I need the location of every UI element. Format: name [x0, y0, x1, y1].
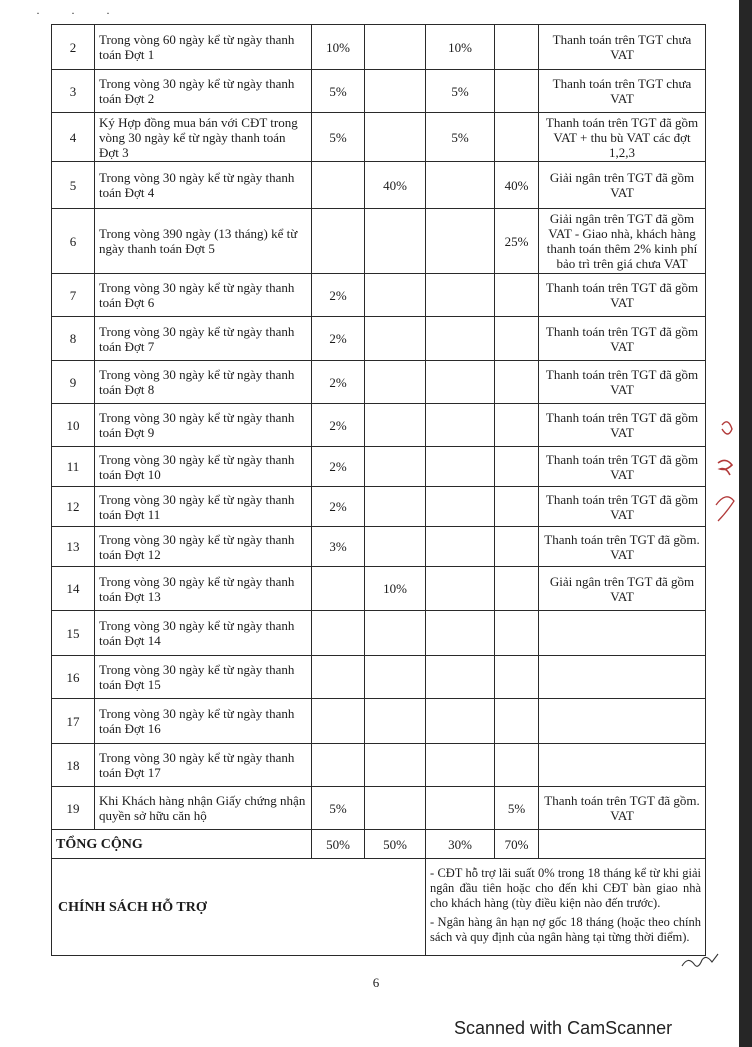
policy-text: [426, 859, 706, 956]
row-pct-4: [495, 656, 539, 699]
row-pct-1: 2%: [312, 487, 365, 527]
row-pct-2: [365, 25, 426, 70]
row-description: Trong vòng 60 ngày kể từ ngày thanh toán Đợt 1: [95, 25, 312, 70]
row-description: Trong vòng 30 ngày kể từ ngày thanh toán Đợt 7: [95, 317, 312, 361]
row-note: Thanh toán trên TGT đã gồm VAT: [539, 274, 706, 317]
total-row: [52, 830, 706, 859]
row-pct-3: [426, 274, 495, 317]
row-number: 6: [52, 209, 95, 274]
row-pct-4: 40%: [495, 162, 539, 209]
row-pct-2: [365, 447, 426, 487]
policy-row: [52, 859, 706, 956]
row-note: [539, 656, 706, 699]
row-pct-3: [426, 527, 495, 567]
row-pct-3: [426, 162, 495, 209]
row-description: Trong vòng 30 ngày kể từ ngày thanh toán Đợt 17: [95, 744, 312, 787]
total-note: [539, 830, 706, 859]
row-pct-3: [426, 611, 495, 656]
camscanner-watermark: Scanned with CamScanner: [454, 1018, 673, 1038]
row-pct-1: 2%: [312, 317, 365, 361]
row-note: Thanh toán trên TGT đã gồm VAT: [539, 404, 706, 447]
row-description: Trong vòng 30 ngày kể từ ngày thanh toán Đợt 6: [95, 274, 312, 317]
row-pct-4: [495, 404, 539, 447]
row-description: Trong vòng 30 ngày kể từ ngày thanh toán Đợt 8: [95, 361, 312, 404]
row-number: 14: [52, 567, 95, 611]
policy-label: CHÍNH SÁCH HỖ TRỢ: [52, 859, 426, 956]
schedule-row: [52, 487, 706, 527]
row-pct-2: [365, 699, 426, 744]
row-note: Thanh toán trên TGT đã gồm VAT: [539, 317, 706, 361]
row-number: 5: [52, 162, 95, 209]
row-description: Ký Hợp đồng mua bán với CĐT trong vòng 30 ngày kể từ ngày thanh toán Đợt 3: [95, 113, 312, 162]
schedule-row: [52, 611, 706, 656]
row-description: Trong vòng 30 ngày kể từ ngày thanh toán Đợt 9: [95, 404, 312, 447]
schedule-row: [52, 209, 706, 274]
row-note: Thanh toán trên TGT đã gồm VAT + thu bù VAT các đợt 1,2,3: [539, 113, 706, 162]
row-pct-3: [426, 699, 495, 744]
row-pct-2: [365, 527, 426, 567]
total-p3: 30%: [426, 830, 495, 859]
row-pct-4: [495, 567, 539, 611]
total-p1: 50%: [312, 830, 365, 859]
row-number: 12: [52, 487, 95, 527]
row-pct-1: [312, 656, 365, 699]
row-description: Trong vòng 30 ngày kể từ ngày thanh toán Đợt 4: [95, 162, 312, 209]
policy-item-1: - CĐT hỗ trợ lãi suất 0% trong 18 tháng kể từ khi giải ngân đầu tiên hoặc cho đến khi CĐT bàn giao nhà cho khách hàng (tùy điều kiện nào đến trước).: [430, 865, 701, 910]
row-pct-4: [495, 25, 539, 70]
row-note: Giải ngân trên TGT đã gồm VAT: [539, 567, 706, 611]
row-number: 7: [52, 274, 95, 317]
total-p2: 50%: [365, 830, 426, 859]
row-pct-1: [312, 567, 365, 611]
row-pct-2: [365, 361, 426, 404]
row-pct-4: [495, 611, 539, 656]
schedule-row: [52, 317, 706, 361]
scan-edge-strip: [739, 0, 752, 1047]
row-pct-2: [365, 744, 426, 787]
row-pct-2: [365, 611, 426, 656]
row-note: [539, 699, 706, 744]
row-pct-1: [312, 162, 365, 209]
row-pct-4: 5%: [495, 787, 539, 830]
schedule-row: [52, 447, 706, 487]
schedule-row: [52, 274, 706, 317]
row-pct-1: 5%: [312, 787, 365, 830]
row-pct-3: 5%: [426, 70, 495, 113]
row-pct-2: 10%: [365, 567, 426, 611]
row-number: 16: [52, 656, 95, 699]
row-pct-1: 3%: [312, 527, 365, 567]
row-pct-2: [365, 70, 426, 113]
row-pct-4: [495, 274, 539, 317]
row-pct-4: [495, 70, 539, 113]
row-note: Thanh toán trên TGT đã gồm. VAT: [539, 527, 706, 567]
row-pct-1: [312, 744, 365, 787]
row-pct-3: [426, 656, 495, 699]
schedule-row: [52, 656, 706, 699]
row-number: 11: [52, 447, 95, 487]
row-pct-3: 5%: [426, 113, 495, 162]
row-number: 19: [52, 787, 95, 830]
total-label: TỔNG CỘNG: [52, 830, 312, 859]
row-pct-3: 10%: [426, 25, 495, 70]
schedule-row: [52, 527, 706, 567]
schedule-row: [52, 361, 706, 404]
row-number: 18: [52, 744, 95, 787]
row-description: Trong vòng 30 ngày kể từ ngày thanh toán Đợt 15: [95, 656, 312, 699]
row-note: Thanh toán trên TGT đã gồm VAT: [539, 487, 706, 527]
row-pct-3: [426, 361, 495, 404]
row-pct-1: 5%: [312, 70, 365, 113]
row-number: 8: [52, 317, 95, 361]
row-pct-3: [426, 787, 495, 830]
row-pct-4: [495, 113, 539, 162]
row-number: 15: [52, 611, 95, 656]
row-pct-1: 2%: [312, 447, 365, 487]
row-number: 13: [52, 527, 95, 567]
signature-mark: [680, 950, 720, 974]
schedule-row: [52, 162, 706, 209]
row-pct-2: [365, 656, 426, 699]
row-pct-2: [365, 787, 426, 830]
row-pct-1: [312, 699, 365, 744]
row-pct-3: [426, 404, 495, 447]
row-pct-4: [495, 361, 539, 404]
schedule-row: [52, 699, 706, 744]
row-pct-3: [426, 317, 495, 361]
schedule-row: [52, 70, 706, 113]
row-description: Khi Khách hàng nhận Giấy chứng nhận quyền sở hữu căn hộ: [95, 787, 312, 830]
row-description: Trong vòng 390 ngày (13 tháng) kể từ ngày thanh toán Đợt 5: [95, 209, 312, 274]
row-note: Thanh toán trên TGT đã gồm VAT: [539, 447, 706, 487]
schedule-row: [52, 113, 706, 162]
row-number: 3: [52, 70, 95, 113]
row-pct-1: 2%: [312, 404, 365, 447]
row-pct-2: [365, 317, 426, 361]
total-p4: 70%: [495, 830, 539, 859]
schedule-rows: [52, 25, 706, 830]
row-note: Giải ngân trên TGT đã gồm VAT - Giao nhà, khách hàng thanh toán thêm 2% kinh phí bảo trì trên giá chưa VAT: [539, 209, 706, 274]
row-pct-2: [365, 487, 426, 527]
schedule-row: [52, 744, 706, 787]
row-description: Trong vòng 30 ngày kể từ ngày thanh toán Đợt 13: [95, 567, 312, 611]
row-pct-2: [365, 113, 426, 162]
row-note: [539, 611, 706, 656]
row-note: Thanh toán trên TGT đã gồm VAT: [539, 361, 706, 404]
row-pct-1: 2%: [312, 361, 365, 404]
row-pct-1: 5%: [312, 113, 365, 162]
policy-item-2: - Ngân hàng ân hạn nợ gốc 18 tháng (hoặc theo chính sách và quy định của ngân hàng tại từng thời điểm).: [430, 914, 701, 944]
row-pct-1: [312, 611, 365, 656]
row-pct-3: [426, 744, 495, 787]
schedule-row: [52, 404, 706, 447]
row-description: Trong vòng 30 ngày kể từ ngày thanh toán Đợt 2: [95, 70, 312, 113]
schedule-row: [52, 567, 706, 611]
row-number: 9: [52, 361, 95, 404]
row-number: 10: [52, 404, 95, 447]
row-number: 2: [52, 25, 95, 70]
row-description: Trong vòng 30 ngày kể từ ngày thanh toán Đợt 11: [95, 487, 312, 527]
row-pct-3: [426, 567, 495, 611]
schedule-row: [52, 787, 706, 830]
row-note: Thanh toán trên TGT chưa VAT: [539, 25, 706, 70]
row-description: Trong vòng 30 ngày kể từ ngày thanh toán Đợt 16: [95, 699, 312, 744]
row-pct-4: 25%: [495, 209, 539, 274]
row-pct-1: 2%: [312, 274, 365, 317]
margin-initials: [708, 405, 742, 535]
row-pct-2: [365, 274, 426, 317]
scan-specks: · · ·: [36, 6, 124, 20]
row-number: 4: [52, 113, 95, 162]
row-note: Thanh toán trên TGT đã gồm. VAT: [539, 787, 706, 830]
row-description: Trong vòng 30 ngày kể từ ngày thanh toán Đợt 14: [95, 611, 312, 656]
row-description: Trong vòng 30 ngày kể từ ngày thanh toán Đợt 10: [95, 447, 312, 487]
row-note: [539, 744, 706, 787]
row-pct-2: 40%: [365, 162, 426, 209]
row-pct-3: [426, 487, 495, 527]
row-number: 17: [52, 699, 95, 744]
row-pct-3: [426, 447, 495, 487]
row-pct-4: [495, 447, 539, 487]
row-pct-2: [365, 404, 426, 447]
row-pct-4: [495, 487, 539, 527]
page-number: 6: [372, 975, 380, 990]
row-pct-2: [365, 209, 426, 274]
schedule-row: [52, 25, 706, 70]
row-pct-1: 10%: [312, 25, 365, 70]
row-note: Thanh toán trên TGT chưa VAT: [539, 70, 706, 113]
row-description: Trong vòng 30 ngày kể từ ngày thanh toán Đợt 12: [95, 527, 312, 567]
row-pct-4: [495, 744, 539, 787]
row-pct-4: [495, 699, 539, 744]
row-pct-3: [426, 209, 495, 274]
row-pct-1: [312, 209, 365, 274]
row-note: Giải ngân trên TGT đã gồm VAT: [539, 162, 706, 209]
row-pct-4: [495, 317, 539, 361]
row-pct-4: [495, 527, 539, 567]
payment-schedule-table: [51, 24, 706, 956]
